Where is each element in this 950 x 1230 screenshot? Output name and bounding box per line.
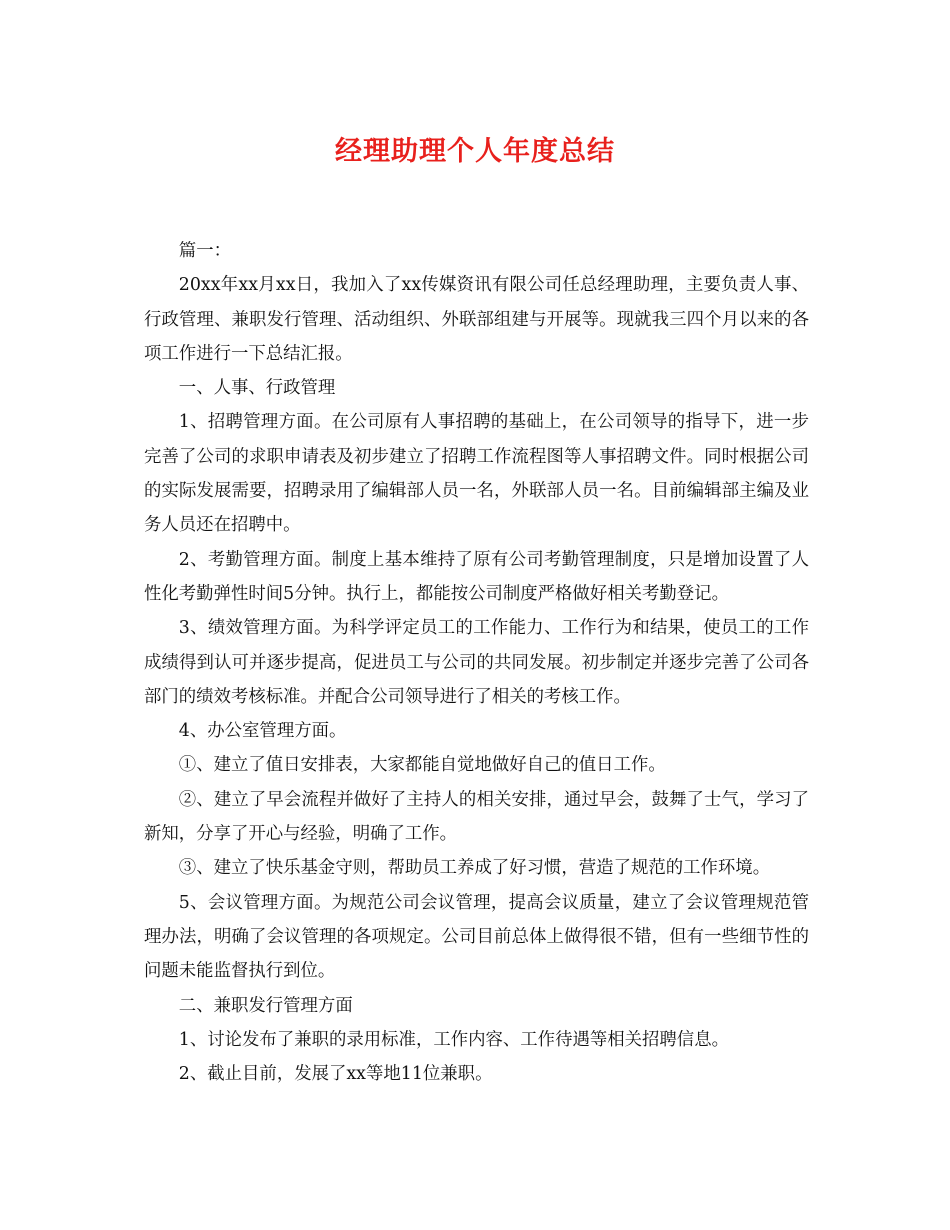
paragraph: 篇一： — [178, 241, 231, 261]
document-title: 经理助理个人年度总结 — [335, 136, 615, 167]
paragraph: 1、讨论发布了兼职的录用标准，工作内容、工作待遇等相关招聘信息。 — [178, 1029, 729, 1050]
list-item: ②、建立了早会流程并做好了主持人的相关安排，通过早会，鼓舞了士气，学习了新知，分享了开心与经验，明确了工作。 — [144, 789, 809, 845]
paragraph: 3、绩效管理方面。为科学评定员工的工作能力、工作行为和结果，使员工的工作成绩得到认可并逐步提高，促进员工与公司的共同发展。初步制定并逐步完善了公司各部门的绩效考核标准。并配合公司领导进行了相关的考核工作。 — [144, 618, 809, 707]
paragraph: 2、考勤管理方面。制度上基本维持了原有公司考勤管理制度，只是增加设置了人性化考勤弹性时间5分钟。执行上，都能按公司制度严格做好相关考勤登记。 — [144, 549, 809, 604]
paragraph: 2、截止目前，发展了xx等地11位兼职。 — [178, 1064, 493, 1085]
list-item: ③、建立了快乐基金守则，帮助员工养成了好习惯，营造了规范的工作环境。 — [178, 858, 771, 879]
paragraph: 4、办公室管理方面。 — [178, 721, 347, 742]
paragraph: 5、会议管理方面。为规范公司会议管理，提高会议质量，建立了会议管理规范管理办法，明确了会议管理的各项规定。公司目前总体上做得很不错，但有一些细节性的问题未能监督执行到位。 — [144, 892, 809, 982]
list-item: ①、建立了值日安排表，大家都能自觉地做好自己的值日工作。 — [178, 755, 666, 776]
paragraph: 1、招聘管理方面。在公司原有人事招聘的基础上，在公司领导的指导下，进一步完善了公司的求职申请表及初步建立了招聘工作流程图等人事招聘文件。同时根据公司的实际发展需要，招聘录用了编辑部人员一名，外联部人员一名。目前编辑部主编及业务人员还在招聘中。 — [144, 412, 809, 536]
section-heading: 一、人事、行政管理 — [178, 378, 336, 399]
section-heading: 二、兼职发行管理方面 — [178, 995, 353, 1016]
document-body — [144, 234, 809, 1091]
paragraph: 20xx年xx月xx日，我加入了xx传媒资讯有限公司任总经理助理，主要负责人事、行政管理、兼职发行管理、活动组织、外联部组建与开展等。现就我三四个月以来的各项工作进行一下总结汇报。 — [144, 275, 809, 364]
